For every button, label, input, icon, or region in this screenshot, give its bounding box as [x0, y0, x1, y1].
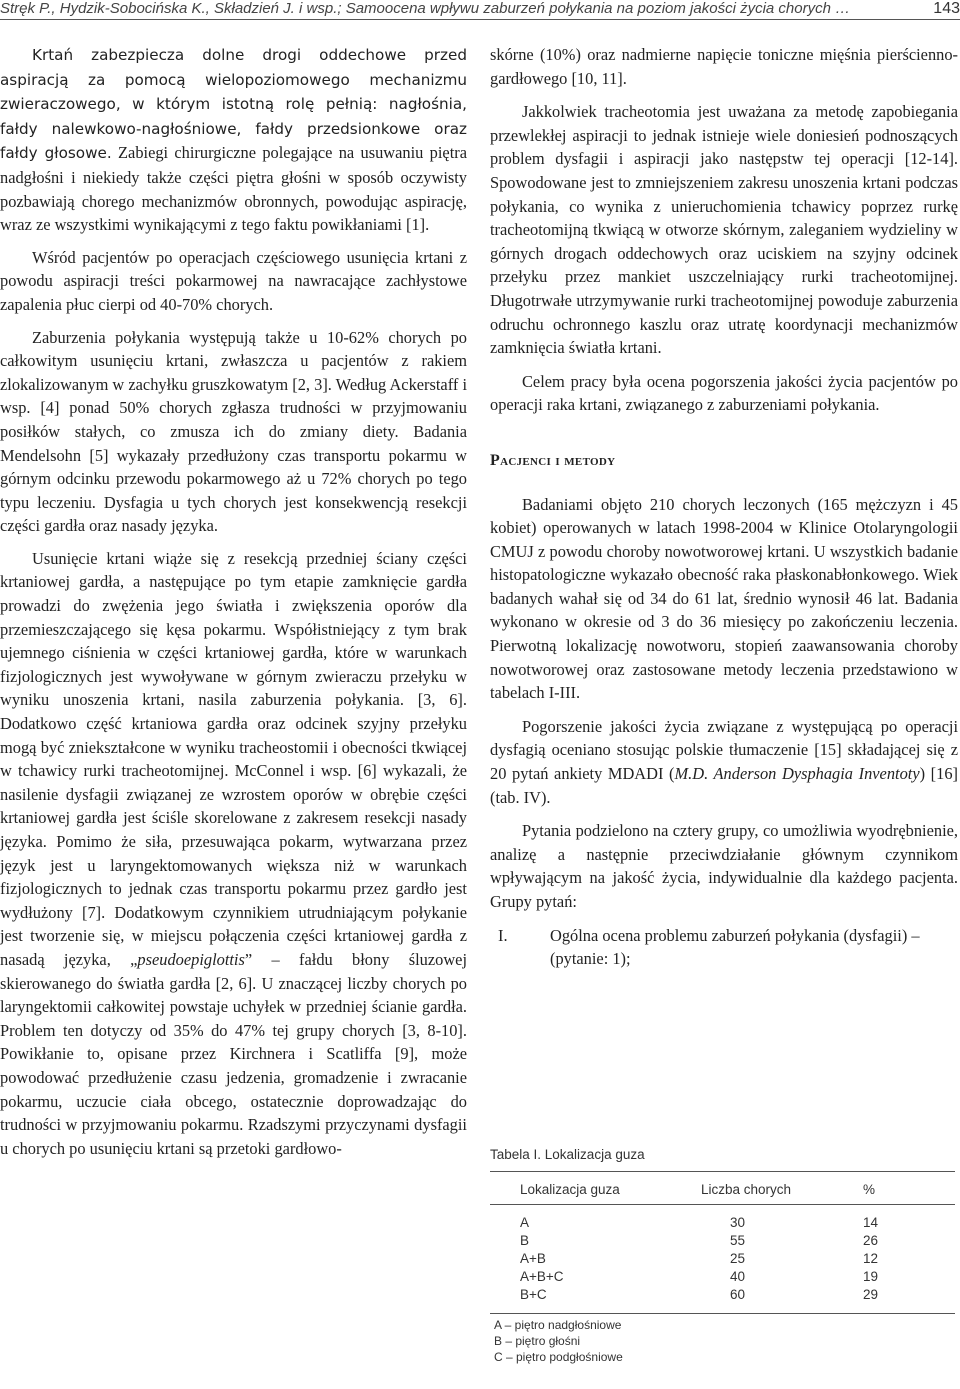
table-caption: Tabela I. Lokalizacja guza	[490, 1147, 645, 1162]
table-row	[490, 1251, 955, 1269]
table-cell: A	[520, 1215, 530, 1230]
table-note: A – piętro nadgłośniowe	[494, 1318, 622, 1332]
table-row	[490, 1233, 955, 1251]
paragraph-text: ” – fałdu błony śluzowej skierowanego do światła gardła [2, 6]. U znaczącej liczby chorych po laryngektomii całkowitej powstaje uchyłek w przedniej ścianie gardła. Problem ten dotyczy od 35% do 47% tej grupy chorych [3, 8-10]. Powikłanie to, opisane przez Kirchnera i Scatliffa [9], może powodować przedłużenie czasu jedzenia, gromadzenie i zwracanie pokarmu, uczucie ciała obcego, ostatecznie doprowadzając do trudności w przyjmowaniu pokarmu. Rzadszymi przyczynami dysfagii u chorych po usunięciu krtani są przetoki gardłowo-	[0, 949, 467, 1158]
table	[490, 1171, 955, 1314]
paragraph	[0, 43, 467, 237]
paragraph: Wśród pacjentów po operacjach częściowego usunięcia krtani z powodu aspiracji treści pokarmowej na nawracające zachłystowe zapalenia płuc cierpi od 40-70% chorych.	[0, 247, 467, 314]
section-heading: Pacjenci i metody	[490, 451, 616, 469]
table-cell: 30	[730, 1215, 746, 1230]
table-cell: B+C	[520, 1287, 547, 1302]
table-cell: 26	[863, 1233, 879, 1248]
paragraph: Pytania podzielono na cztery grupy, co umożliwia wyodrębnienie, analizę a następnie przeciwdziałanie głównym czynnikom wpływającym na jakość życia, indywidualnie dla każdego pacjenta. Grupy pytań:	[490, 821, 958, 911]
italic-term: M.D. Anderson Dysphagia Inventoty	[674, 764, 920, 784]
paragraph	[490, 715, 958, 809]
paragraph: Celem pracy była ocena pogorszenia jakości życia pacjentów po operacji raka krtani, związanego z zaburzeniami połykania.	[490, 371, 958, 415]
table-cell: A+B+C	[520, 1269, 564, 1284]
table-note: B – piętro głośni	[494, 1334, 581, 1348]
paragraph-text: ) [16] (tab. IV).	[490, 764, 958, 807]
table-cell: B	[520, 1233, 530, 1248]
table-cell: 19	[863, 1269, 879, 1284]
table-cell: 55	[730, 1233, 746, 1248]
header-rule	[0, 19, 960, 20]
paragraph-text-sans: Krtań zabezpiecza dolne drogi oddechowe przed aspiracją za pomocą wielopoziomowego mechanizmu zwieraczowego, w którym istotną rolę pełnią: nagłośnia, fałdy nalewkowo-nagłośniowe, fałdy przedsionkowe oraz fałdy głosowe.	[0, 46, 467, 163]
table-body	[490, 1205, 955, 1313]
table-cell: 60	[730, 1287, 746, 1302]
list-text: Ogólna ocena problemu zaburzeń połykania (dysfagii) – (pytanie: 1);	[550, 925, 920, 969]
table-cell: A+B	[520, 1251, 546, 1266]
table-row	[490, 1269, 955, 1287]
table-notes	[494, 1317, 623, 1365]
paragraph-text: Usunięcie krtani wiąże się z resekcją przedniej ściany części krtaniowej gardła, a następujące po tym etapie zamknięcie gardła prowadzi do zwężenia jego światła i zwiększenia oporów dla przemieszczającego się kęsa pokarmu. Współistniejący z tym brak ujemnego ciśnienia w części krtaniowej gardła, które w warunkach fizjologicznych jest wywoływane w górnym zwieraczu przełyku w wyniku unoszenia krtani, nasila zaburzenia połykania. [3, 6]. Dodatkowo część krtaniowa gardła oraz odcinek szyjny przełyku mogą być zniekształcone w wyniku tracheostomii i obecności tkwiącej w tchawicy rurki tracheotomijnej. McConnel i wsp. [6] wykazali, że nasilenie dysfagii związanej ze wzrostem oporów w obrębie części krtaniowej gardła jest ściśle skorelowane z zakresem resekcji nasady języka. Pomimo że siła, przesuwająca pokarm, wytwarzana przez język jest u laryngektomowanych większa niż w warunkach fizjologicznych to jednak czas transportu pokarmu przez gardło jest wydłużony [7]. Dodatkowym czynnikiem utrudniającym połykanie jest tworzenie się, w miejscu połączenia części krtaniowej gardła z nasadą języka, „	[0, 548, 467, 969]
table-cell: 40	[730, 1269, 746, 1284]
list-item	[490, 924, 958, 971]
running-header	[0, 0, 960, 20]
table-note: C – piętro podgłośniowe	[494, 1350, 623, 1364]
column-header: Lokalizacja guza	[520, 1182, 620, 1197]
paragraph	[0, 547, 467, 1160]
table-bottom-rule	[490, 1313, 955, 1314]
right-column	[490, 43, 958, 971]
table-cell: 25	[730, 1251, 746, 1266]
paragraph-text: Pogorszenie jakości życia związane z występującą po operacji dysfagią oceniano stosując polskie tłumaczenie [15] składającej się z 20 pytań ankiety MDADI (	[490, 716, 958, 784]
list-number: I.	[498, 925, 508, 945]
paragraph: skórne (10%) oraz nadmierne napięcie toniczne mięśnia pierścienno-gardłowego [10, 11].	[490, 45, 958, 88]
paragraph: Badaniami objęto 210 chorych leczonych (165 mężczyzn i 45 kobiet) operowanych w latach 1998-2004 w Klinice Otolaryngologii CMUJ z powodu choroby nowotworowej krtani. U wszystkich badanie histopatologiczne wykazało obecność raka płaskonabłonkowego. Wiek badanych wahał się od 34 do 61 lat, średnio wynosił 46 lat. Badania wykonano w okresie od 3 do 36 miesięcy po zakończeniu leczenia. Pierwotną lokalizację nowotworu, stopień zaawansowania choroby nowotworowej oraz zastosowane metody leczenia przedstawiono w tabelach I-III.	[490, 494, 958, 703]
table-cell: 29	[863, 1287, 879, 1302]
column-header: Liczba chorych	[701, 1182, 792, 1197]
paragraph: Jakkolwiek tracheotomia jest uważana za metodę zapobiegania przewlekłej aspiracji to jednak istnieje wiele doniesień podnoszących problem dysfagii i aspiracji jako następstw tej operacji [12-14]. Spowodowane jest to zmniejszeniem zakresu unoszenia krtani podczas połykania, co wynika z unieruchomienia tchawicy poprzez rurkę tracheotomijną tkwiącą w otworze skórnym, zaleganiem wydzieliny w górnych drogach oddechowych oraz uciskiem na szyjny odcinek przełyku przez mankiet uszczelniający rurki tracheotomijnej. Długotrwałe utrzymywanie rurki tracheotomijnej powoduje zaburzenia odruchu ochronnego kaszlu oraz utratę koordynacji mechanizmów zamknięcia światła krtani.	[490, 102, 958, 358]
paragraph-text: Zabiegi chirurgiczne polegające na usuwaniu piętra nadgłośni i niekiedy także części piętra głośni w sposób oczywisty pozbawiają chorego mechanizmów obronnych, powodując aspirację, wraz ze wszystkimi wynikającymi z tego faktu powikłaniami [1].	[0, 143, 467, 235]
paragraph: Zaburzenia połykania występują także u 10-62% chorych po całkowitym usunięciu krtani, zwłaszcza u pacjentów z rakiem zlokalizowanym w zachyłku gruszkowatym [2, 3]. Według Ackerstaff i wsp. [4] ponad 50% chorych zgłasza trudności w przyjmowaniu posiłków stałych, co zmusza ich do zmiany diety. Badania Mendelsohn [5] wykazały przedłużony czas transportu pokarmu w górnym odcinku przewodu pokarmowego aż u 72% chorych po tego typu leczeniu. Dysfagia u tych chorych jest konsekwencją resekcji części gardła oraz nasady języka.	[0, 327, 467, 536]
page-number: 143	[933, 0, 960, 17]
table-row	[490, 1287, 955, 1305]
table-cell: 12	[863, 1251, 879, 1266]
left-column	[0, 43, 467, 1169]
table-header-row	[490, 1172, 955, 1204]
column-header: %	[863, 1182, 876, 1197]
table-row	[490, 1215, 955, 1233]
running-title: Stręk P., Hydzik-Sobocińska K., Składzień J. i wsp.; Samoocena wpływu zaburzeń połykania na poziom jakości życia chorych …	[0, 0, 851, 17]
italic-term: pseudoepiglottis	[137, 949, 245, 969]
table-cell: 14	[863, 1215, 879, 1230]
